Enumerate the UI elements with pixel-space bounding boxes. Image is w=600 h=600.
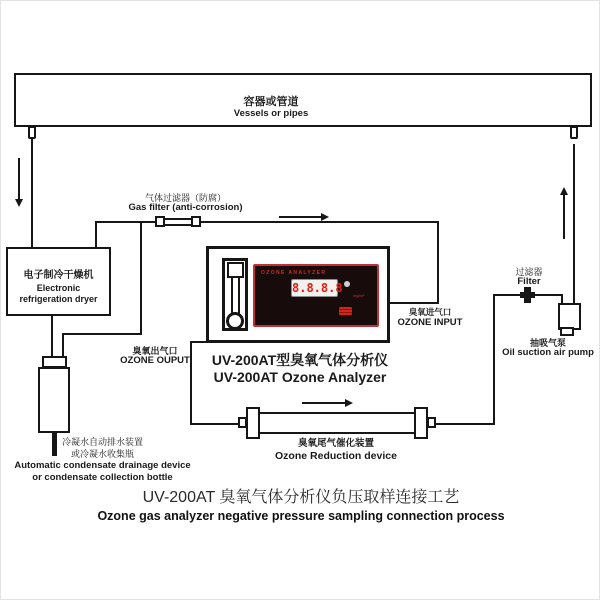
pipe-pump-to-vessel (573, 144, 575, 304)
flow-arrow-up-icon (560, 187, 568, 195)
vessel-label-cn: 容器或管道 (243, 96, 299, 108)
pipe-dryer-riser (95, 222, 97, 248)
pipe-analyzer-input-drop (437, 221, 439, 304)
vessel-label-en: Vessels or pipes (233, 107, 309, 119)
condensate-en2: or condensate collection bottle (32, 472, 173, 483)
flow-arrow-right-shaft (279, 216, 323, 218)
caption (41, 488, 561, 524)
dryer-label-cn: 电子制冷干燥机 (23, 270, 94, 281)
right-filter-en: Filter (517, 276, 541, 288)
pipe-analyzer-input (390, 302, 438, 304)
ozone-input-label (394, 308, 466, 329)
analyzer-front-panel (253, 264, 379, 327)
gas-filter-label-cn: 气体过滤器（防腐） (144, 193, 226, 203)
right-filter-label (503, 267, 555, 288)
condensate-cn1: 冷凝水自动排水装置 (61, 437, 143, 447)
ozone-input-en: OZONE INPUT (397, 316, 463, 328)
pipe-device-out (435, 423, 495, 425)
gas-filter-label-en: Gas filter (anti-corrosion) (128, 202, 243, 214)
condensate-en1: Automatic condensate drainage device (14, 460, 191, 471)
pipe-sample-line (95, 221, 439, 223)
analyzer-title (204, 352, 396, 385)
pipe-condensate-tee-horiz (62, 333, 142, 335)
pipe-condensate-tee-down (140, 221, 142, 335)
dryer-label (6, 268, 111, 305)
flow-arrow-device-shaft (302, 402, 346, 404)
reduction-device-cn: 臭氧尾气催化装置 (297, 438, 374, 449)
gas-filter-label (108, 193, 263, 214)
condensate-cn2: 或冷凝水收集瓶 (70, 448, 134, 459)
reduction-device-label (256, 438, 416, 462)
right-filter-cn: 过滤器 (515, 267, 543, 277)
pipe-device-riser (493, 295, 495, 425)
flowmeter-top-valve (227, 262, 244, 278)
reduction-device-en: Ozone Reduction device (275, 450, 397, 462)
pipe-vessel-to-dryer (31, 137, 33, 247)
bottle-body (38, 367, 70, 433)
pump-label-cn: 抽吸气泵 (529, 338, 566, 348)
ozone-output-label (111, 346, 199, 367)
ozone-output-en: OZONE OUPUT (120, 355, 190, 367)
display-unit-label: mg/m³ (353, 293, 365, 298)
flow-arrow-down-shaft (18, 158, 20, 200)
panel-button[interactable] (339, 307, 352, 315)
caption-line1: UV-200AT 臭氧气体分析仪负压取样连接工艺 (142, 489, 460, 506)
flowmeter-tube (231, 277, 240, 314)
led-indicator-icon (344, 281, 350, 287)
caption-line2: Ozone gas analyzer negative pressure sampling connection process (97, 509, 505, 523)
pump-label-en: Oil suction air pump (502, 347, 594, 359)
flow-arrow-down-icon (15, 199, 23, 207)
ozone-output-cn: 臭氧出气口 (132, 346, 178, 356)
pump-label (495, 338, 600, 359)
pump-body (558, 303, 581, 330)
condensate-label (4, 437, 201, 484)
flow-arrow-device-icon (345, 399, 353, 407)
pipe-to-reduction-device (190, 423, 241, 425)
seven-segment-display: 8.8.8.8 (292, 281, 343, 295)
pipe-analyzer-output-stub (191, 341, 207, 343)
panel-title: OZONE ANALYZER (261, 270, 327, 276)
analyzer-title-en: UV-200AT Ozone Analyzer (213, 368, 387, 385)
vessel-port-right (570, 126, 578, 139)
ozone-input-cn: 臭氧进气口 (408, 307, 452, 317)
analyzer-title-cn: UV-200AT型臭氧气体分析仪 (211, 352, 389, 368)
vessel-label (171, 96, 371, 120)
dryer-label-en1: Electronic (36, 283, 81, 293)
flowmeter-float (226, 312, 244, 330)
dryer-label-en2: refrigeration dryer (19, 294, 98, 304)
flow-arrow-right-icon (321, 213, 329, 221)
pump-base (560, 327, 574, 336)
flow-arrow-up-shaft (563, 194, 565, 239)
